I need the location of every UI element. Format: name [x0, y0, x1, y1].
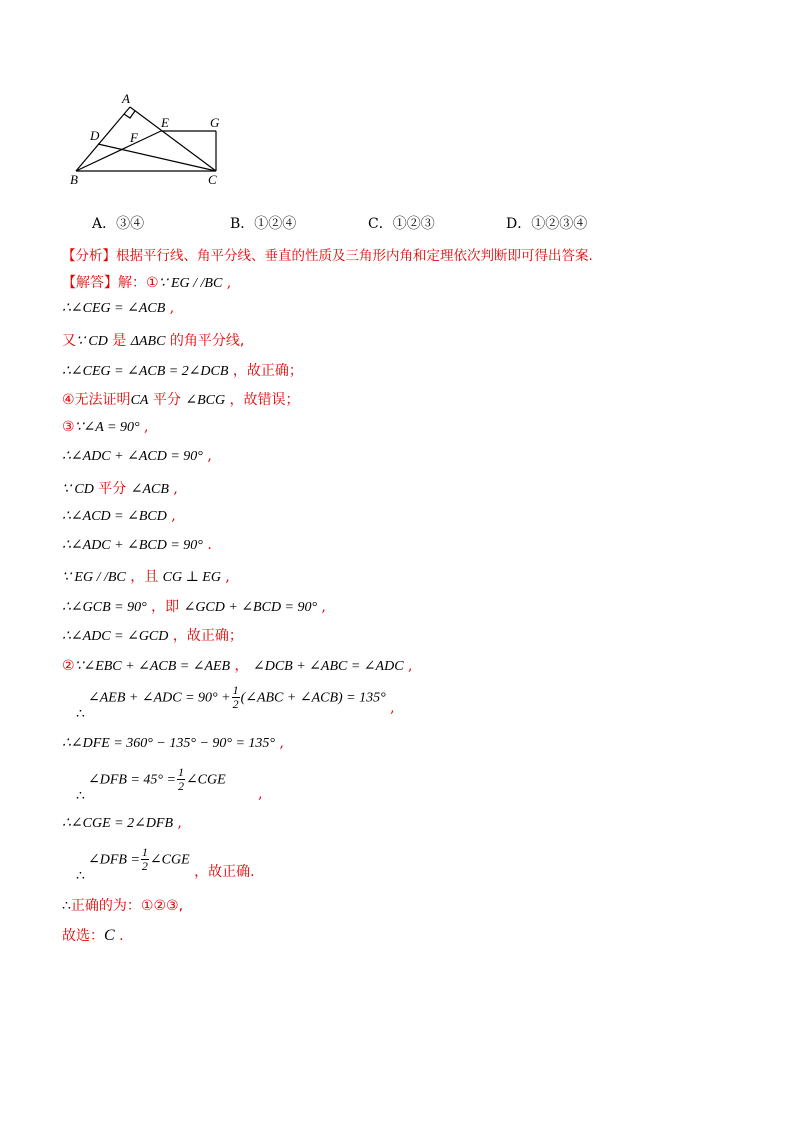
math-expr: ∵∠EBC + ∠ACB = ∠AEB	[74, 659, 231, 674]
math-expr: ∴∠ADC = ∠GCD	[62, 629, 169, 644]
solution-line-4	[62, 360, 303, 380]
solution-line-16	[62, 735, 284, 752]
fraction-denominator: 2	[232, 697, 239, 711]
choice-label: 故选：	[62, 928, 104, 944]
solution-line-20	[62, 895, 183, 915]
fraction-one-half	[232, 684, 240, 711]
math-expr: ∴∠GCB = 90°	[62, 600, 147, 615]
analysis-line	[62, 244, 593, 264]
solution-line-13	[62, 625, 243, 645]
option-c	[368, 213, 435, 233]
punct: ,	[253, 785, 263, 802]
text-fragment: ，且	[125, 569, 163, 585]
therefore-symbol: ∴	[62, 898, 71, 914]
option-value: ①②③	[392, 216, 435, 232]
conclusion-text: ，故正确；	[228, 363, 303, 379]
text-fragment: 是	[107, 333, 131, 349]
solution-line-18	[62, 815, 182, 832]
solution-tag: 【解答】	[62, 275, 118, 291]
punct: .	[202, 537, 212, 553]
analysis-text: 根据平行线、角平分线、垂直的性质及三角形内角和定理依次判断即可得出答案.	[116, 248, 593, 264]
item-marker: ③	[62, 419, 75, 435]
math-expr: CA	[130, 393, 149, 408]
therefore-symbol: ∴	[76, 868, 85, 884]
math-expr: ∴∠CGE = 2∠DFB	[62, 816, 174, 831]
math-expr: ∠GCD + ∠BCD = 90°	[183, 600, 318, 615]
punct: ,	[166, 508, 176, 524]
math-expr: ∴∠ADC + ∠ACD = 90°	[62, 449, 203, 464]
solution-start: 解：①	[118, 275, 159, 291]
option-b	[230, 213, 296, 233]
punct: ,	[222, 275, 232, 291]
punct: ,	[385, 699, 395, 716]
punct: ,	[139, 419, 149, 435]
option-d	[506, 213, 587, 233]
punct: .	[114, 928, 124, 944]
math-expr: ∠CGE	[149, 852, 190, 868]
solution-line-12	[62, 596, 326, 616]
math-expr: ∴∠CEG = ∠ACB = 2∠DCB	[62, 364, 229, 379]
math-expr: ∠BCG	[185, 393, 226, 408]
punct: ,	[317, 599, 327, 615]
solution-line-11	[62, 566, 230, 586]
fraction-numerator: 1	[141, 845, 148, 859]
math-expr: ∠ACB	[130, 482, 169, 497]
math-expr: ∠DCB + ∠ABC = ∠ADC	[253, 659, 404, 674]
option-value: ③④	[116, 216, 145, 232]
label-a: A	[122, 92, 130, 106]
solution-line-10	[62, 537, 212, 554]
text-fragment: 又	[62, 333, 76, 349]
text-fragment: 的角平分线,	[165, 333, 245, 349]
math-expr: ∴∠ADC + ∠BCD = 90°	[62, 538, 203, 553]
fraction-one-half	[177, 766, 185, 793]
solution-line-1	[62, 272, 231, 292]
option-letter: C．	[368, 216, 393, 232]
math-expr: ∠AEB + ∠ADC = 90° +	[88, 690, 231, 706]
conclusion-text: ，故错误；	[225, 392, 300, 408]
math-expr: ∠DFB = 45° =	[88, 772, 176, 788]
geometry-figure	[68, 92, 228, 188]
math-expr: ∵ CD	[76, 334, 108, 349]
label-f: F	[130, 130, 138, 145]
math-expr: ΔABC	[130, 334, 166, 349]
text-fragment: ④无法证明	[62, 392, 131, 408]
therefore-symbol: ∴	[76, 706, 85, 722]
math-expr: ∵ EG / /BC	[158, 276, 223, 291]
solution-line-21	[62, 925, 124, 945]
math-expr: ∴∠ACD = ∠BCD	[62, 509, 167, 524]
choice-answer: C	[104, 927, 115, 944]
segment-be	[76, 131, 161, 171]
punct: ,	[202, 448, 212, 464]
punct: ,	[173, 815, 182, 831]
label-g: G	[210, 115, 220, 130]
math-expr: ∵ CD	[62, 482, 94, 497]
solution-line-5	[62, 389, 300, 409]
therefore-symbol: ∴	[76, 788, 85, 804]
text-fragment: ，即	[146, 599, 184, 615]
option-value: ①②④	[254, 216, 297, 232]
punct: ,	[168, 481, 178, 497]
label-d: D	[90, 128, 100, 143]
option-letter: B．	[230, 216, 255, 232]
conclusion-text: ，故正确；	[168, 628, 243, 644]
math-expr: ∴∠DFE = 360° − 135° − 90° = 135°	[62, 736, 276, 751]
math-expr: ∠DFB =	[88, 852, 140, 868]
punct: ,	[275, 735, 284, 751]
solution-line-3	[62, 330, 244, 350]
solution-line-2	[62, 300, 174, 317]
punct: ，	[230, 658, 253, 674]
label-e: E	[161, 115, 169, 130]
text-fragment: 平分	[93, 481, 131, 497]
item-marker: ②	[62, 658, 75, 674]
solution-line-6	[62, 419, 148, 436]
fraction-numerator: 1	[177, 765, 184, 779]
text-fragment: 平分	[148, 392, 186, 408]
fraction-numerator: 1	[232, 683, 239, 697]
solution-line-14	[62, 655, 412, 675]
solution-line-8	[62, 478, 178, 498]
fraction-one-half	[141, 846, 149, 873]
solution-line-9	[62, 508, 176, 525]
math-expr: ∠CGE	[185, 772, 226, 788]
analysis-tag: 【分析】	[62, 248, 116, 264]
punct: ,	[220, 569, 230, 585]
option-a	[92, 213, 144, 233]
segment-ab	[76, 107, 130, 171]
label-c: C	[208, 172, 217, 187]
fraction-denominator: 2	[141, 859, 148, 873]
punct: ,	[403, 658, 413, 674]
fraction-denominator: 2	[177, 779, 184, 793]
solution-line-7	[62, 448, 212, 465]
conclusion-text: ，故正确.	[189, 863, 255, 880]
option-value: ①②③④	[531, 216, 588, 232]
option-letter: A．	[92, 216, 117, 232]
math-expr: ∴∠CEG = ∠ACB	[62, 301, 166, 316]
math-expr: ∵∠A = 90°	[74, 420, 140, 435]
punct: ,	[165, 300, 175, 316]
label-b: B	[70, 172, 78, 187]
option-letter: D．	[506, 216, 532, 232]
math-expr: ∵ EG / /BC	[62, 570, 126, 585]
math-expr: (∠ABC + ∠ACB) = 135°	[240, 690, 386, 706]
final-answer-text: 正确的为：①②③,	[70, 898, 184, 914]
math-expr: CG ⊥ EG	[162, 570, 221, 585]
